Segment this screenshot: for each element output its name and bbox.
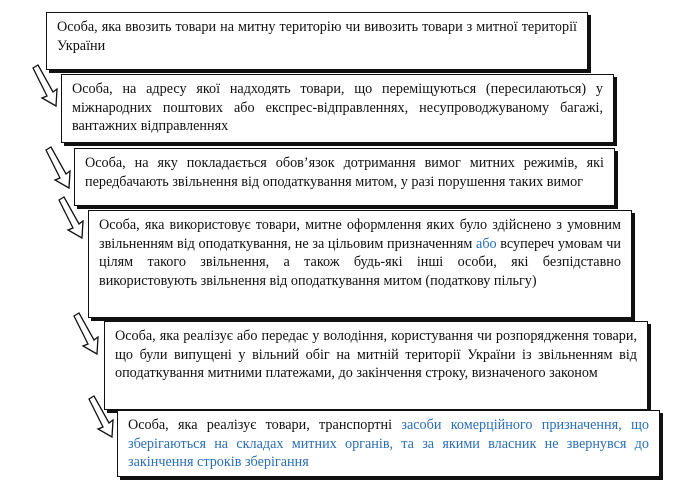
box-2 bbox=[61, 74, 614, 143]
box-4-text-1: Особа, яка використовує товари, митне оформлення яких було здійснено з умовним звільненням від оподаткування, не за цільовим призначенням bbox=[99, 217, 621, 252]
box-4-text-2: або bbox=[476, 235, 497, 252]
box-1-text-1: Особа, яка ввозить товари на митну територію чи вивозить товари з митної території України bbox=[57, 19, 577, 54]
box-4 bbox=[88, 210, 632, 318]
box-3-text-1: Особа, на яку покладається обов’язок дотримання вимог митних режимів, які передбачають звільнення від оподаткування митом, у разі порушення таких вимог bbox=[85, 155, 604, 190]
arrow-2 bbox=[46, 147, 70, 188]
box-6 bbox=[117, 410, 660, 477]
arrow-1 bbox=[33, 65, 57, 106]
box-5-text-1: Особа, яка реалізує або передає у володіння, користування чи розпорядження товари, що були випущені у вільний обіг на митній території України із звільненням від оподаткування митними платежами, до закінчення строку, визначеного законом bbox=[115, 328, 637, 381]
box-4-text-3: всупереч умовам чи цілям такого звільнення, а також будь-які інші особи, які безпідставно використовують звільнення від оподаткування митом (податкову пільгу) bbox=[99, 235, 622, 289]
box-3 bbox=[74, 148, 615, 206]
box-2-text-1: Особа, на адресу якої надходять товари, що переміщуються (пересилаються) у міжнародних поштових або експрес-відправленнях, несупроводжуваному багажі, вантажних відправленнях bbox=[72, 81, 603, 134]
box-6-text-2: засоби комерційного призначення, що зберігаються на складах митних органів, та за якими власник не звернувся до закінчення строків зберігання bbox=[128, 417, 649, 470]
box-5 bbox=[104, 321, 648, 410]
arrow-4 bbox=[74, 313, 98, 354]
box-1 bbox=[46, 12, 588, 70]
box-6-text-1: Особа, яка реалізує товари, транспортні bbox=[128, 417, 402, 433]
